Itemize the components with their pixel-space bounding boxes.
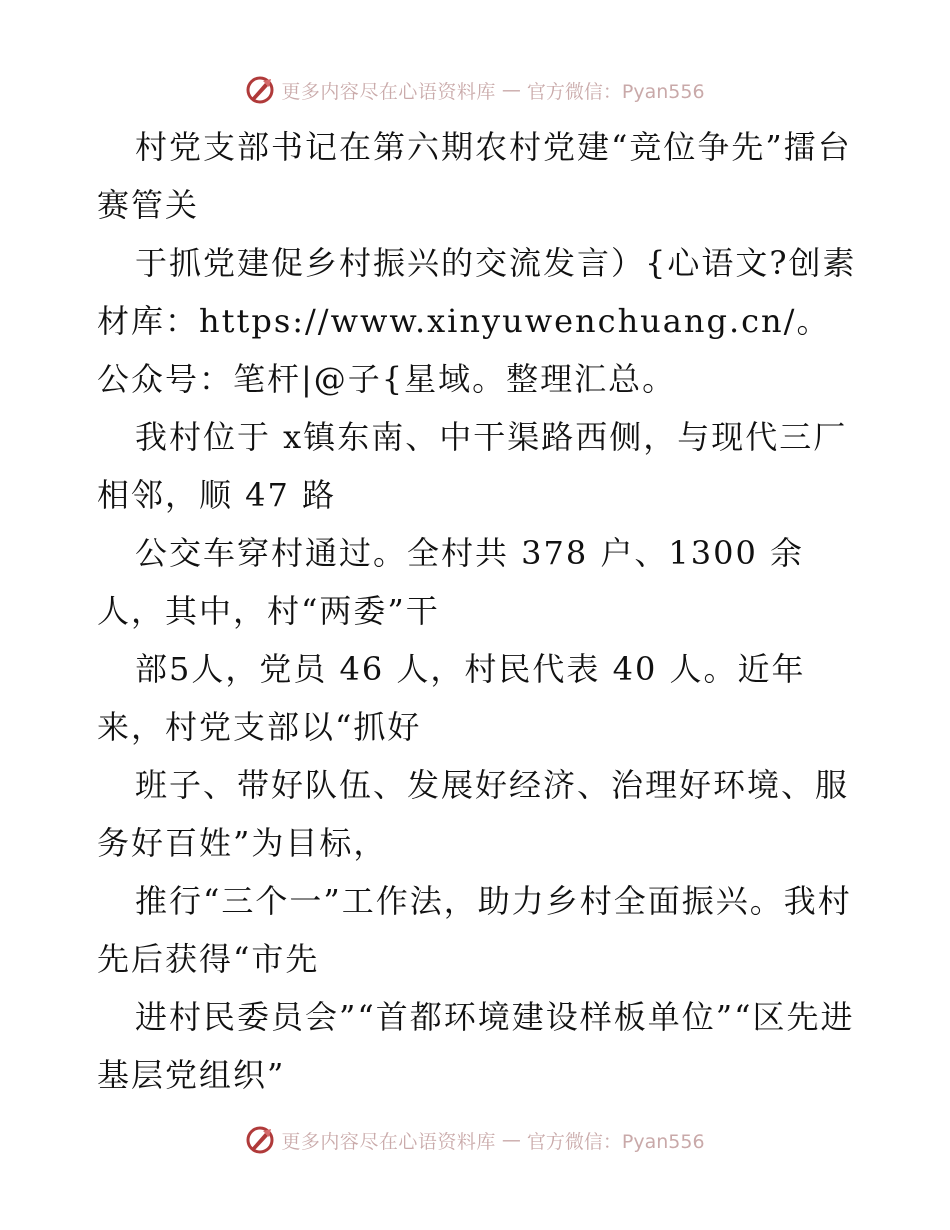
paragraph-6: 班子、带好队伍、发展好经济、治理好环境、服务好百姓”为目标，	[97, 766, 850, 862]
watermark-contact: 官方微信：Pyan556	[526, 1130, 705, 1153]
paragraph-8: 进村民委员会”“首都环境建设样板单位”“区先进基层党组织”	[97, 998, 855, 1094]
paragraph-7: 推行“三个一”工作法，助力乡村全面振兴。我村先后获得“市先	[97, 882, 852, 978]
paragraph-3: 我村位于 x镇东南、中干渠路西侧，与现代三厂相邻，顺 47 路	[97, 418, 848, 514]
header-watermark	[0, 72, 950, 108]
watermark-separator: —	[501, 79, 521, 101]
watermark-text: 更多内容尽在心语资料库	[281, 1130, 496, 1153]
paragraph-2: 于抓党建促乡村振兴的交流发言）{心语文?创素材库：https://www.xinyuwenchuang.cn/。公众号：笔杆|@子{星域。整理汇总。	[97, 244, 857, 398]
document-body	[97, 118, 857, 1104]
watermark-contact: 官方微信：Pyan556	[526, 80, 705, 103]
watermark-separator: —	[501, 1129, 521, 1151]
quill-logo-icon	[245, 75, 275, 105]
paragraph-1: 村党支部书记在第六期农村党建“竞位争先”擂台赛管关	[97, 128, 852, 224]
footer-watermark	[0, 1122, 950, 1158]
quill-logo-icon	[245, 1125, 275, 1155]
paragraph-4: 公交车穿村通过。全村共 378 户、1300 余人，其中，村“两委”干	[97, 534, 805, 630]
paragraph-5: 部5人，党员 46 人，村民代表 40 人。近年来，村党支部以“抓好	[97, 650, 806, 746]
watermark-text: 更多内容尽在心语资料库	[281, 80, 496, 103]
